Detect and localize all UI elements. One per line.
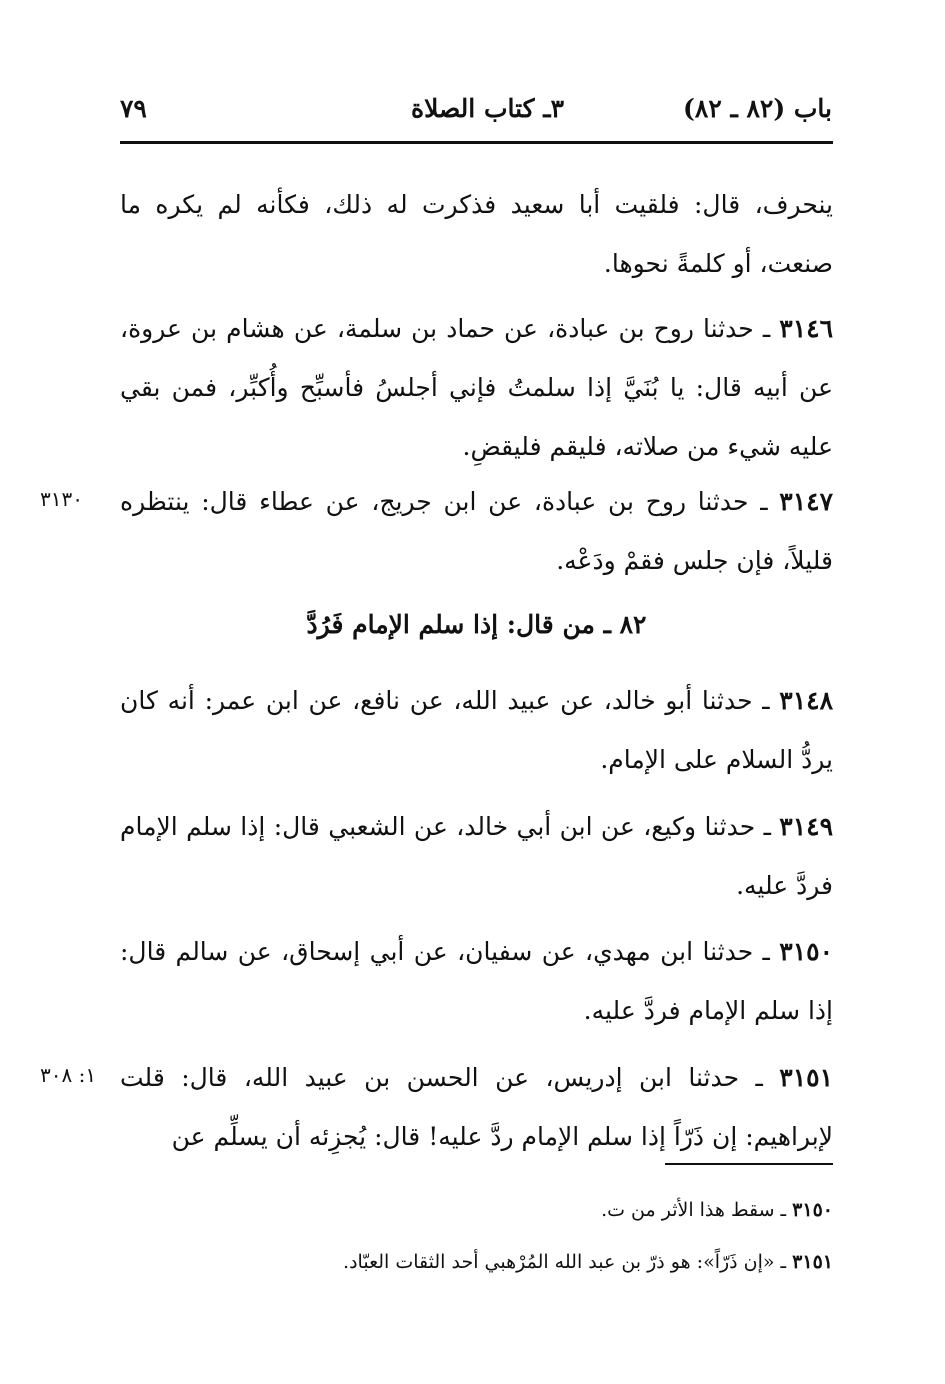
hadith-3146: [120, 299, 833, 476]
running-header-book-title: ٣ـ كتاب الصلاة: [410, 94, 565, 123]
footnote-3150: [120, 1195, 833, 1225]
hadith-text: ـ حدثنا وكيع، عن ابن أبي خالد، عن الشعبي قال: إذا سلم الإمام فردَّ عليه.: [120, 812, 833, 900]
footnote-number: ٣١٥١: [792, 1251, 833, 1273]
hadith-number: ٣١٤٩: [779, 812, 833, 841]
hadith-3149: [120, 797, 833, 915]
paragraph-text: ينحرف، قال: فلقيت أبا سعيد فذكرت له ذلك، فكأنه لم يكره ما صنعت، أو كلمةً نحوها.: [120, 190, 833, 278]
hadith-number: ٣١٥٠: [779, 937, 833, 966]
footnote-number: ٣١٥٠: [792, 1199, 833, 1221]
hadith-text: ـ حدثنا أبو خالد، عن عبيد الله، عن نافع، عن ابن عمر: أنه كان يردُّ السلام على الإمام.: [120, 686, 833, 774]
margin-reference: ١: ٣٠٨: [40, 1063, 97, 1087]
hadith-number: ٣١٤٦: [779, 314, 833, 343]
footnote-3151: [120, 1247, 833, 1277]
hadith-3148: [120, 671, 833, 789]
chapter-heading: ٨٢ ـ من قال: إذا سلم الإمام فَرُدَّ: [306, 610, 647, 639]
hadith-text: ـ حدثنا ابن إدريس، عن الحسن بن عبيد الله، قال: قلت لإبراهيم: إن ذَرّاً إذا سلم الإمام ردَّ عليه! قال: يُجزِئه أن يسلِّم عن: [120, 1063, 833, 1151]
hadith-3150: [120, 922, 833, 1040]
margin-reference: ٣١٣٠: [40, 487, 83, 511]
header-rule: [120, 141, 833, 144]
hadith-3151: [120, 1048, 833, 1166]
hadith-3147: [120, 472, 833, 590]
hadith-text: ـ حدثنا روح بن عبادة، عن ابن جريج، عن عطاء قال: ينتظره قليلاً، فإن جلس فقمْ ودَعْه.: [120, 487, 833, 575]
hadith-number: ٣١٤٧: [779, 487, 833, 516]
hadith-number: ٣١٤٨: [779, 686, 833, 715]
footnote-rule: [665, 1163, 833, 1165]
running-header-chapter-range: باب (٨٢ ـ ٨٢): [683, 94, 832, 123]
footnote-text: ـ «إن ذَرّاً»: هو ذرّ بن عبد الله المُرْهبي أحد الثقات العبّاد.: [343, 1251, 793, 1273]
hadith-number: ٣١٥١: [779, 1063, 833, 1092]
paragraph-continuation: [120, 175, 833, 293]
footnote-text: ـ سقط هذا الأثر من ت.: [601, 1199, 793, 1221]
page-number: ٧٩: [120, 94, 147, 123]
hadith-text: ـ حدثنا روح بن عبادة، عن حماد بن سلمة، عن هشام بن عروة، عن أبيه قال: يا بُنَيَّ إذا سلمتُ فإني أجلسُ فأسبِّح وأُكبِّر، فمن بقي عليه شيء من صلاته، فليقم فليقضِ.: [120, 314, 833, 461]
hadith-text: ـ حدثنا ابن مهدي، عن سفيان، عن أبي إسحاق، عن سالم قال: إذا سلم الإمام فردَّ عليه.: [120, 937, 833, 1025]
